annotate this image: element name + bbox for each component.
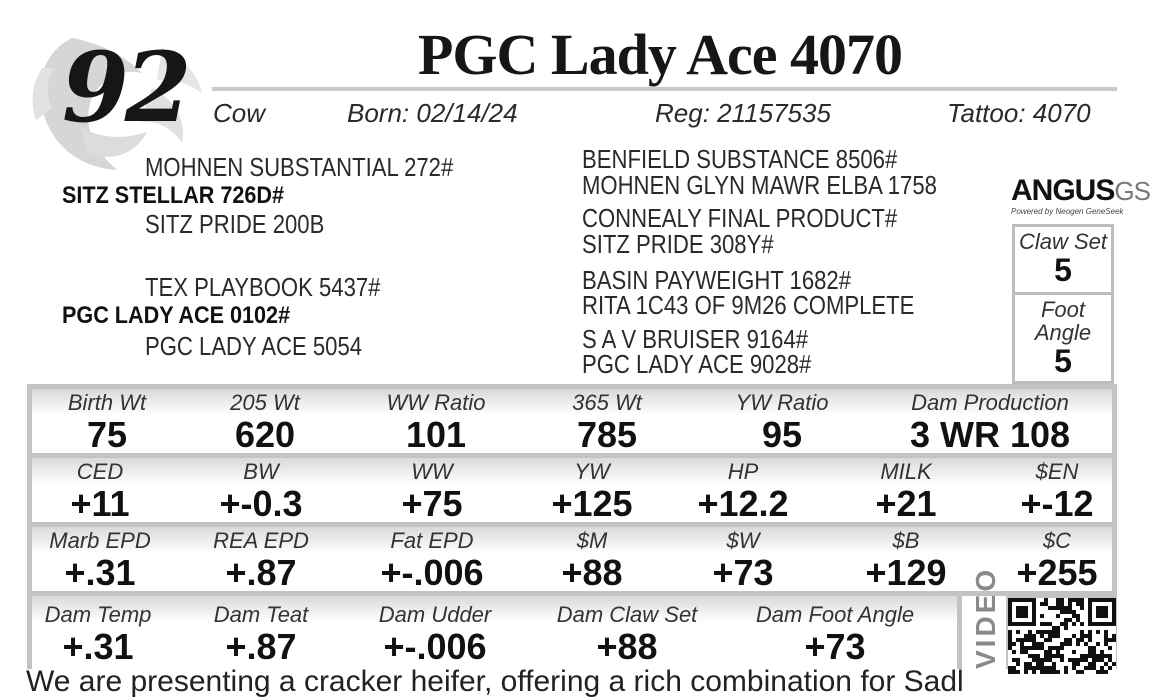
epd-value: +11 (70, 483, 130, 524)
epd-value: +-.006 (380, 552, 484, 593)
foot-angle-score (1015, 298, 1111, 379)
epd-growth-row (32, 458, 1112, 522)
dam-trait-value: +.87 (225, 626, 297, 667)
epd-cell (213, 527, 309, 591)
epd-value: +75 (401, 483, 463, 524)
performance-row (32, 389, 1112, 453)
header-divider (212, 87, 1117, 91)
stat-label: WW Ratio (386, 390, 486, 415)
epd-label: YW (574, 459, 610, 484)
stat-value: 75 (86, 414, 128, 455)
dam-trait-value: +.31 (62, 626, 134, 667)
epd-value: +125 (551, 483, 633, 524)
pedigree-sire-sire: MOHNEN SUBSTANTIAL 272# (145, 152, 454, 182)
pedigree-sire: SITZ STELLAR 726D# (62, 182, 285, 209)
structure-scores-box (1012, 224, 1114, 384)
dam-trait-label: Dam Claw Set (556, 602, 698, 627)
reg-value: 21157535 (717, 98, 831, 128)
stat-cell (230, 389, 300, 453)
stat-label: Birth Wt (67, 390, 147, 415)
epd-label: REA EPD (213, 528, 309, 553)
stat-value: 95 (761, 414, 803, 455)
claw-set-label: Claw Set (1018, 229, 1108, 254)
stat-cell (387, 389, 486, 453)
epd-cell (865, 527, 946, 591)
epd-value: +88 (561, 552, 623, 593)
tattoo-field (947, 98, 1091, 129)
stats-grid (27, 384, 1117, 669)
dam-trait-label: Dam Udder (378, 602, 492, 627)
epd-label: WW (411, 459, 453, 484)
stat-cell (572, 389, 642, 453)
epd-carcass-row (32, 527, 1112, 591)
epd-value: +.31 (64, 552, 136, 593)
pedigree-dsss: BASIN PAYWEIGHT 1682# (582, 265, 851, 295)
epd-value: +12.2 (697, 483, 789, 524)
lot-number: 92 (62, 31, 188, 144)
dam-trait-value: +-.006 (383, 626, 487, 667)
epd-label: Marb EPD (49, 528, 151, 553)
dam-trait-cell (379, 596, 491, 669)
pedigree-sdsd: SITZ PRIDE 308Y# (582, 229, 774, 259)
claw-set-value: 5 (1054, 252, 1072, 289)
angus-logo-suffix: GS (1114, 176, 1150, 206)
epd-cell (49, 527, 150, 591)
epd-label: $W (726, 528, 760, 553)
epd-cell (401, 458, 462, 522)
epd-label: BW (243, 459, 279, 484)
epd-label: Fat EPD (390, 528, 474, 553)
claw-set-score (1015, 230, 1111, 288)
stat-value: 3 WR 108 (909, 414, 1071, 455)
dam-trait-label: Dam Foot Angle (755, 602, 915, 627)
dam-trait-cell (557, 596, 698, 669)
epd-cell (1016, 527, 1097, 591)
angus-logo-main: ANGUS (1011, 174, 1115, 207)
epd-value: +73 (712, 552, 774, 593)
stat-cell (910, 389, 1070, 453)
pedigree-dssd: RITA 1C43 OF 9M26 COMPLETE (582, 290, 915, 320)
stat-cell (736, 389, 829, 453)
dam-trait-value: +88 (596, 626, 658, 667)
stat-label: 205 Wt (230, 390, 300, 415)
foot-angle-label-1: Foot (1040, 297, 1086, 322)
epd-value: +129 (865, 552, 947, 593)
epd-label: MILK (880, 459, 932, 484)
epd-label: $B (892, 528, 920, 553)
epd-label: HP (727, 459, 759, 484)
epd-label: $C (1042, 528, 1072, 553)
epd-label: CED (76, 459, 124, 484)
stat-value: 101 (405, 414, 467, 455)
epd-cell (70, 458, 129, 522)
epd-cell (1020, 458, 1093, 522)
stat-label: 365 Wt (572, 390, 642, 415)
stat-value: 785 (576, 414, 638, 455)
epd-cell (561, 527, 622, 591)
stat-cell (68, 389, 146, 453)
epd-label: $M (576, 528, 608, 553)
stat-label: Dam Production (911, 390, 1069, 415)
epd-value: +-0.3 (219, 483, 303, 524)
epd-cell (712, 527, 773, 591)
score-divider (1015, 292, 1111, 295)
pedigree-dam-sire: TEX PLAYBOOK 5437# (145, 272, 381, 302)
video-label: VIDEO (970, 566, 1001, 669)
epd-label: $EN (1035, 459, 1079, 484)
dam-trait-cell (45, 596, 152, 669)
born-label: Born: (347, 98, 410, 128)
tattoo-label: Tattoo: (947, 98, 1026, 128)
pedigree-sdss: CONNEALY FINAL PRODUCT# (582, 203, 898, 233)
dam-traits-row (32, 596, 957, 669)
dam-trait-cell (214, 596, 309, 669)
epd-cell (551, 458, 632, 522)
dam-trait-value: +73 (804, 626, 866, 667)
stat-value: 620 (234, 414, 296, 455)
epd-cell (697, 458, 788, 522)
pedigree-ddss: S A V BRUISER 9164# (582, 324, 809, 354)
reg-field (655, 98, 831, 129)
qr-code-icon[interactable] (1008, 598, 1116, 672)
video-link[interactable] (962, 566, 1006, 669)
stat-label: YW Ratio (735, 390, 829, 415)
dam-trait-cell (756, 596, 914, 669)
reg-label: Reg: (655, 98, 710, 128)
angus-logo-tagline: Powered by Neogen GeneSeek (1011, 207, 1124, 216)
epd-cell (875, 458, 936, 522)
pedigree-ssss: BENFIELD SUBSTANCE 8506# (582, 144, 898, 174)
tattoo-value: 4070 (1032, 98, 1091, 128)
foot-angle-label-2: Angle (1034, 320, 1092, 346)
dam-trait-label: Dam Temp (44, 602, 152, 627)
animal-name: PGC Lady Ace 4070 (418, 22, 903, 87)
sex-value: Cow (213, 98, 266, 128)
angus-gs-logo (1011, 174, 1150, 216)
dam-trait-label: Dam Teat (213, 602, 309, 627)
epd-cell (380, 527, 483, 591)
pedigree-sssd: MOHNEN GLYN MAWR ELBA 1758 (582, 170, 937, 200)
epd-cell (219, 458, 302, 522)
epd-value: +.87 (225, 552, 297, 593)
pedigree-ddsd: PGC LADY ACE 9028# (582, 349, 812, 379)
epd-value: +21 (875, 483, 937, 524)
born-field (347, 98, 518, 129)
epd-value: +255 (1016, 552, 1098, 593)
foot-angle-value: 5 (1054, 343, 1072, 380)
pedigree-dam-dam: PGC LADY ACE 5054 (145, 331, 363, 361)
born-value: 02/14/24 (416, 98, 518, 128)
pedigree-dam: PGC LADY ACE 0102# (62, 302, 291, 329)
epd-value: +-12 (1020, 483, 1094, 524)
lot-comment: We are presenting a cracker heifer, offering a rich combination for Sadl (26, 665, 964, 698)
pedigree-sire-dam: SITZ PRIDE 200B (145, 209, 325, 239)
